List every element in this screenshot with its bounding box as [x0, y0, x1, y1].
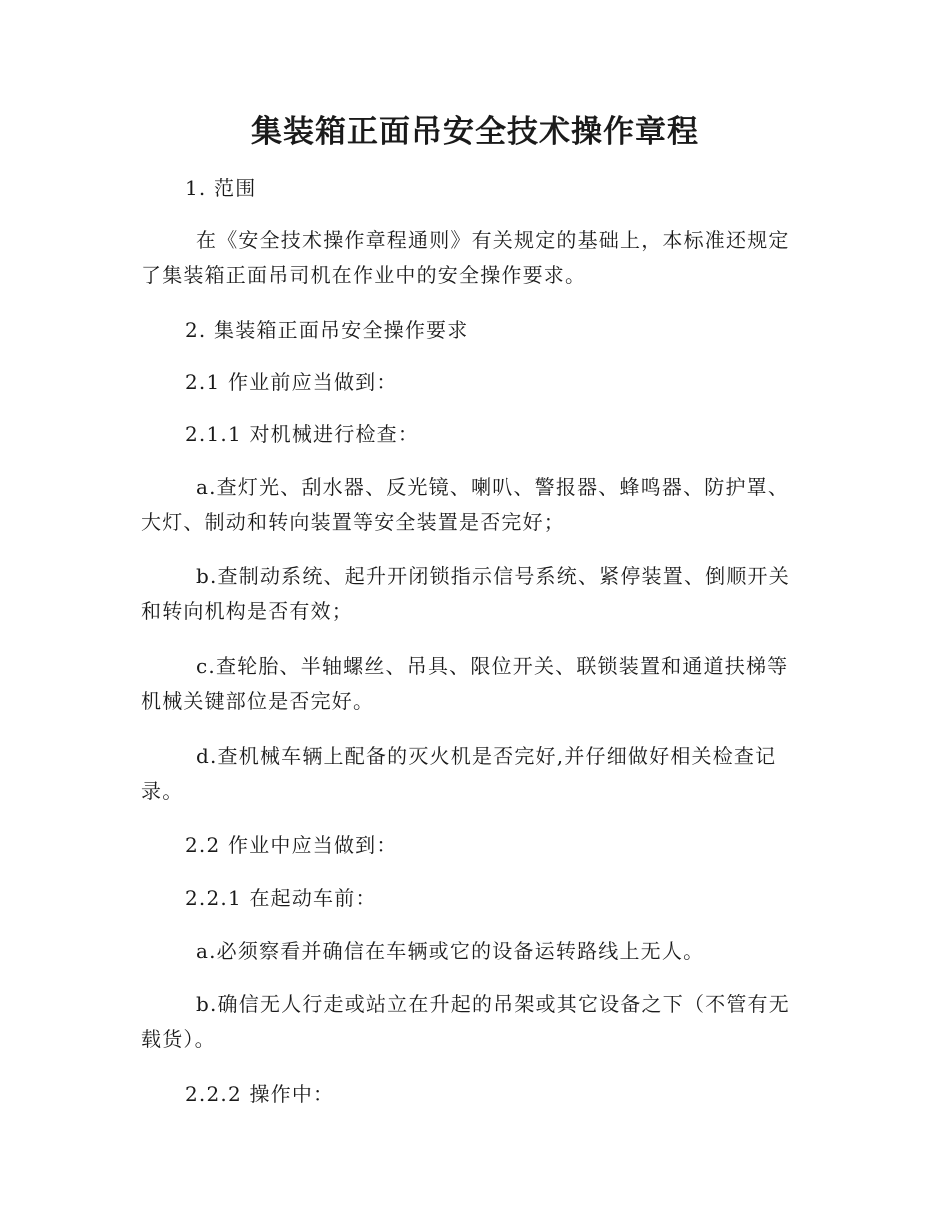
paragraph-line: 了集装箱正面吊司机在作业中的安全操作要求。: [141, 263, 587, 287]
list-item-line: 机械关键部位是否完好。: [141, 689, 375, 713]
list-item-line: d.查机械车辆上配备的灭火机是否完好,并仔细做好相关检查记: [196, 744, 777, 768]
list-item-line: b.确信无人行走或站立在升起的吊架或其它设备之下（不管有无: [196, 992, 790, 1016]
list-item-line: 大灯、制动和转向装置等安全装置是否完好；: [141, 510, 565, 534]
subsection-heading: 2.1 作业前应当做到：: [185, 370, 398, 394]
subsection-heading: 2.2 作业中应当做到：: [185, 833, 398, 857]
list-item-line: a.必须察看并确信在车辆或它的设备运转路线上无人。: [196, 939, 705, 963]
list-item-line: 和转向机构是否有效；: [141, 599, 353, 623]
list-item-line: 载货）。: [141, 1027, 216, 1051]
subsection-heading: 2.1.1 对机械进行检查：: [185, 422, 420, 446]
section-heading-requirements: 2. 集装箱正面吊安全操作要求: [185, 318, 469, 342]
list-item-line: b.查制动系统、起升开闭锁指示信号系统、紧停装置、倒顺开关: [196, 564, 790, 588]
list-item-line: 录。: [141, 779, 184, 803]
section-heading-scope: 1. 范围: [185, 176, 257, 200]
document-title: 集装箱正面吊安全技术操作章程: [251, 114, 699, 150]
list-item-line: a.查灯光、刮水器、反光镜、喇叭、警报器、蜂鸣器、防护罩、: [196, 475, 790, 499]
subsection-heading: 2.2.2 操作中：: [185, 1082, 335, 1106]
list-item-line: c.查轮胎、半轴螺丝、吊具、限位开关、联锁装置和通道扶梯等: [196, 654, 789, 678]
subsection-heading: 2.2.1 在起动车前：: [185, 886, 377, 910]
paragraph-line: 在《安全技术操作章程通则》有关规定的基础上，本标准还规定: [196, 228, 790, 252]
